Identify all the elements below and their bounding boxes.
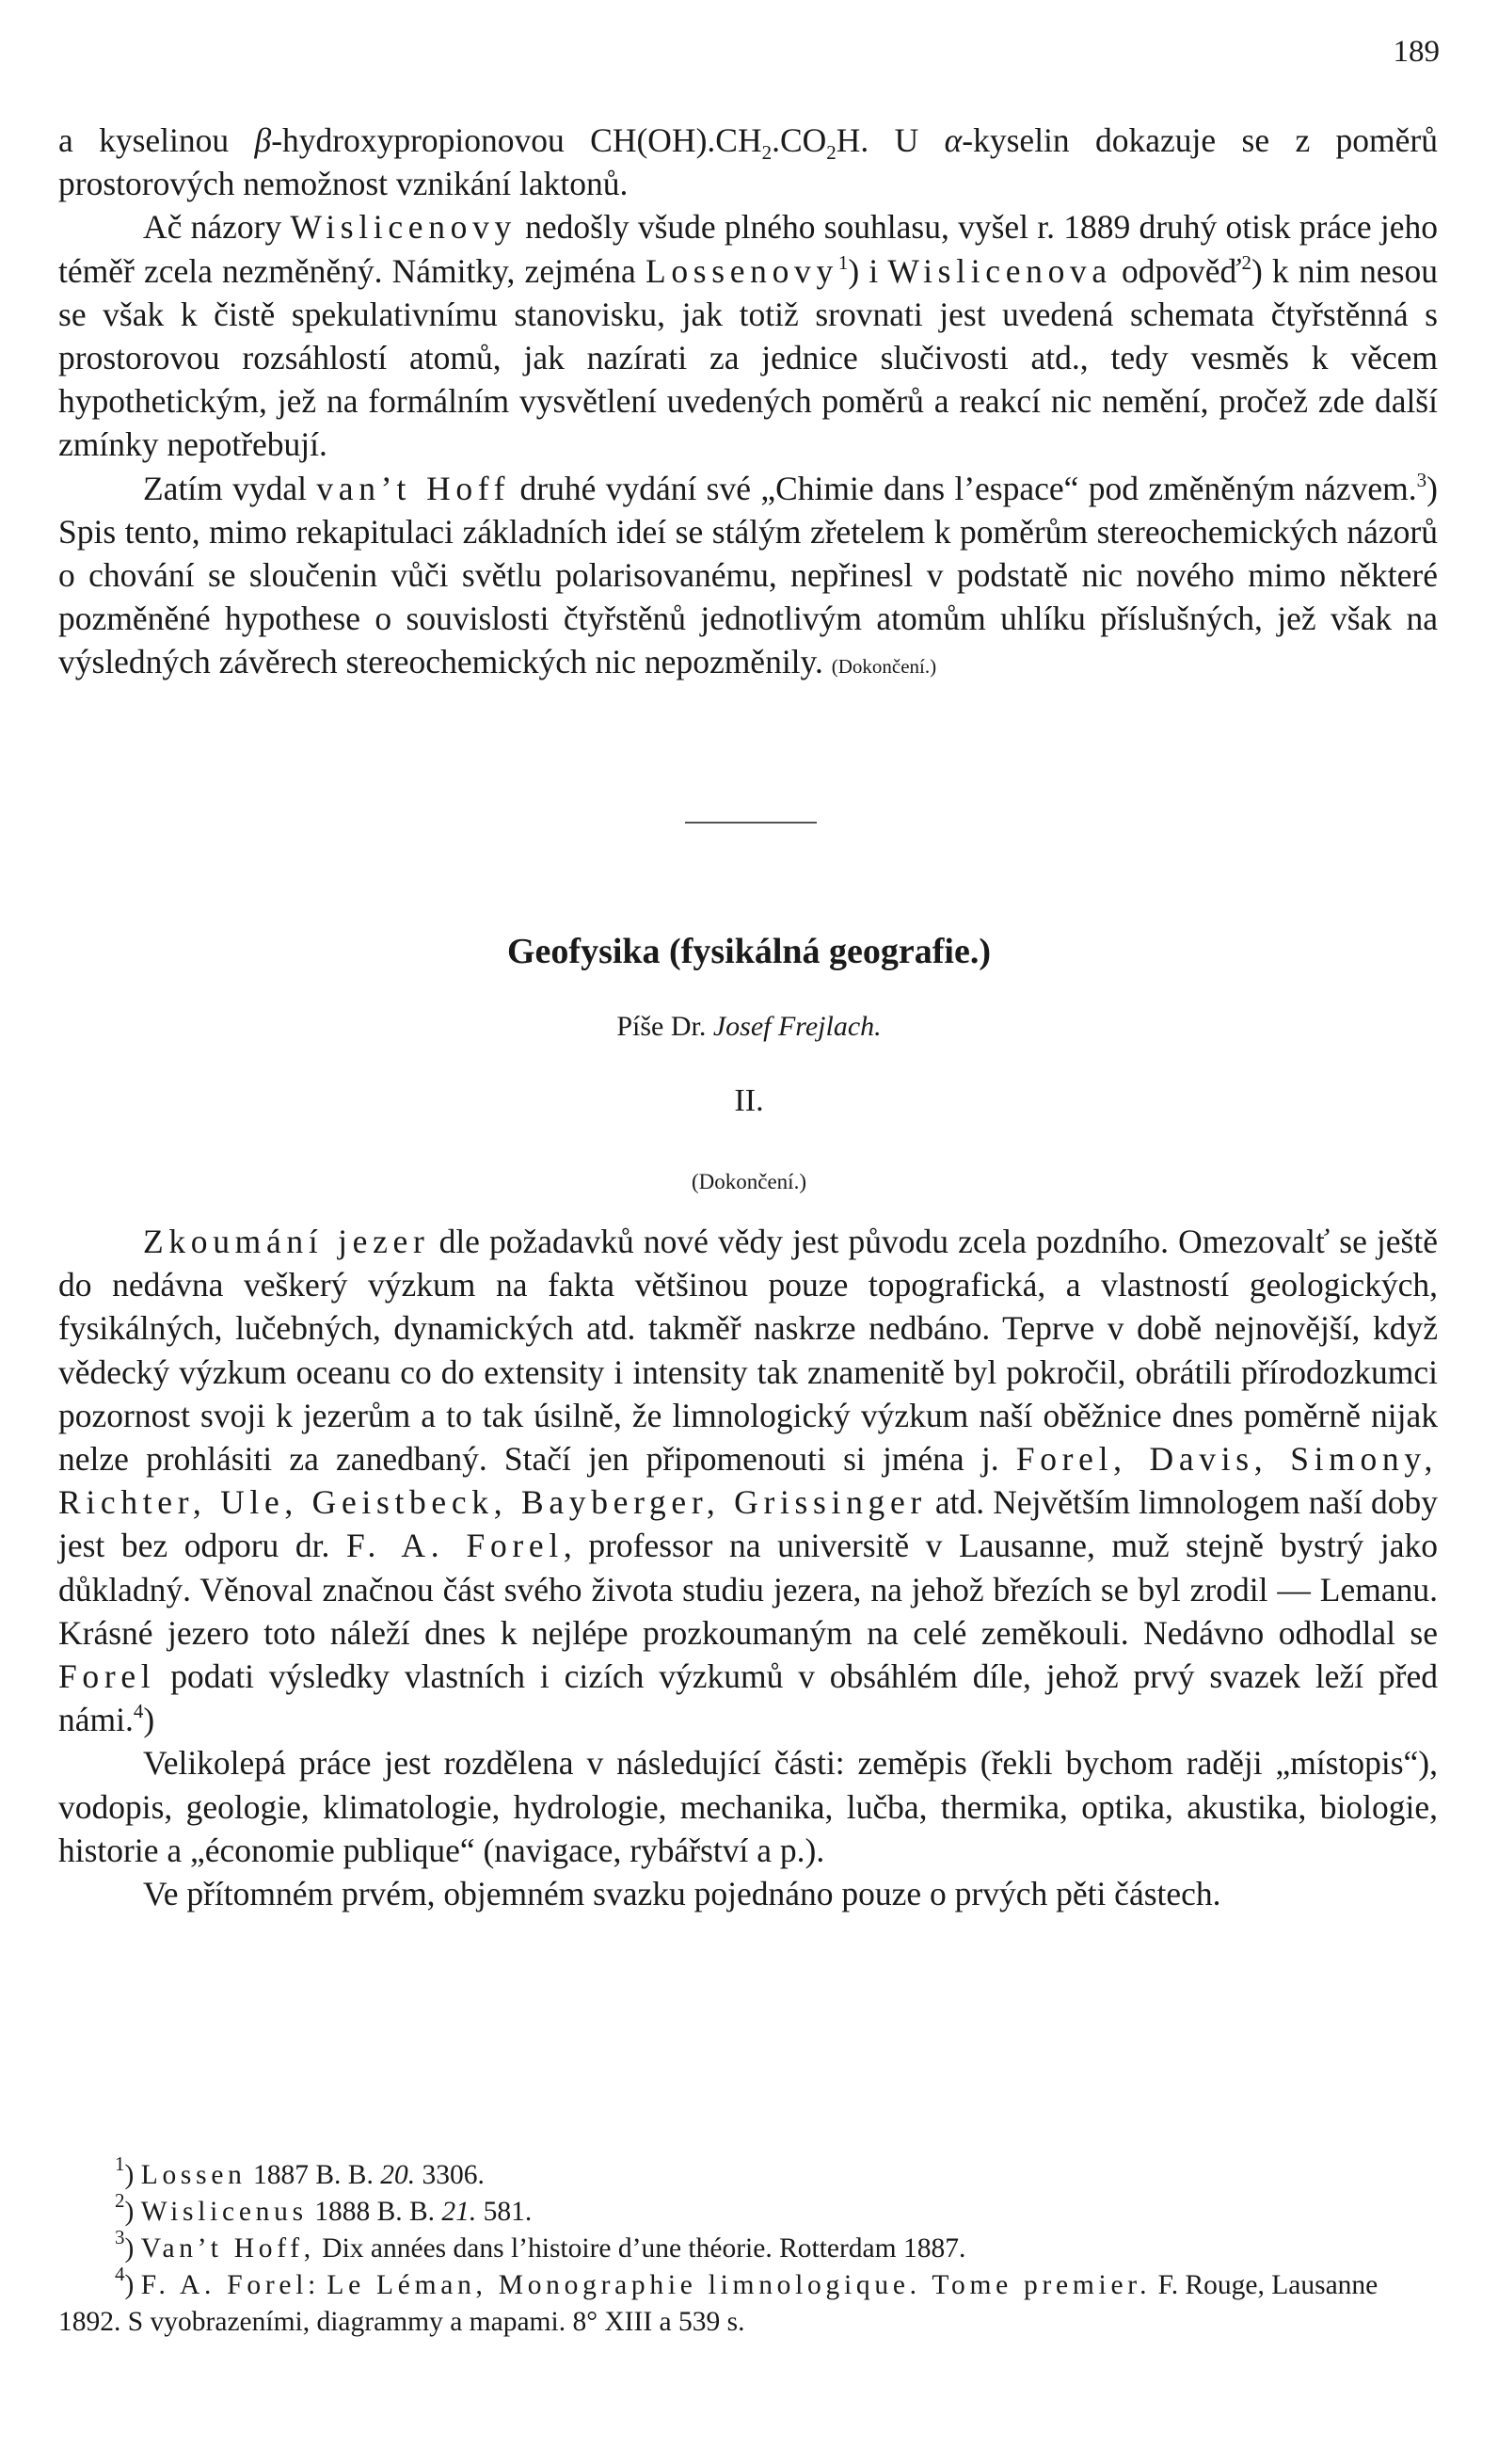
section-divider: [685, 822, 817, 824]
paragraph: [58, 1220, 1438, 1741]
page-number: 189: [1393, 35, 1440, 69]
article-byline: [0, 1005, 1498, 1048]
text-run: ) i: [848, 251, 888, 290]
text-run: 2: [826, 141, 837, 164]
text-run: 2: [1241, 250, 1251, 274]
text-run: 2: [761, 141, 773, 164]
text-run: α: [944, 121, 963, 159]
footnote: [58, 2189, 1438, 2231]
footnote-mark: 2: [115, 2189, 125, 2212]
paragraph: [58, 1872, 1438, 1915]
footnote-mark: 1: [115, 2152, 125, 2175]
text-run: ) k nim nesou se však k čistě spekulativnímu stanovisku, jak totiž srovnati jest uvedená schemata čtyřstěnná s prostorovou rozsáhlostí atomů, jak nazírati za jednice slučivosti atd., tedy vesměs k věcem hypothetickým, jež na formálním vysvětlení uvedených poměrů a reakcí nic nemění, pročež zde další zmínky nepotřebují.: [58, 251, 1438, 464]
text-run: 4: [133, 1700, 144, 1723]
text-run: 3: [1416, 468, 1427, 491]
text-run: ): [143, 1701, 155, 1739]
article-text: [58, 1220, 1438, 1915]
text-run: 3306.: [415, 2160, 485, 2190]
text-run: 21.: [441, 2197, 477, 2227]
text-run: F. A. Forel: [345, 1527, 564, 1565]
text-run: 581.: [476, 2197, 533, 2227]
footnote: [58, 2226, 1438, 2267]
text-run: a kyselinou: [58, 121, 255, 159]
text-run: Velikolepá práce jest rozdělena v následující části: zeměpis (řekli bychom raději „místopis“), vodopis, geologie, klimatologie, hydrologie, mechanika, lučba, thermika, optika, akustika, biologie, historie a „économie publique“ (navigace, rybářství a p.).: [58, 1744, 1438, 1869]
footnote-paren: ): [124, 2233, 141, 2264]
text-run: -kyselin dokazuje se z poměrů prostorových nemožnost vznikání laktonů.: [58, 121, 1438, 203]
footnote-paren: ): [124, 2270, 141, 2300]
paragraph: [58, 467, 1438, 689]
previous-article-ending: [58, 119, 1438, 689]
article-body: [58, 1220, 1438, 1915]
continued-note: (Dokončení.): [692, 1170, 806, 1193]
text-run: , professor na universitě v Lausanne, muž stejně bystrý jako důkladný. Věnoval značnou část svého života studiu jezera, na jehož březích se byl zrodil — Lemanu. Krásné jezero toto náleží dnes k nejlépe prozkoumaným na celé zeměkouli. Nedávno odhodlal se: [58, 1527, 1438, 1652]
text-run: -hydroxypropionovou CH(OH).CH: [271, 121, 762, 159]
text-run: Zatím vydal: [143, 469, 317, 507]
text-run: 20.: [380, 2160, 416, 2190]
paragraph: [58, 205, 1438, 466]
previous-article-text: [58, 119, 1438, 689]
text-run: Forel: [58, 1657, 156, 1696]
footnote-list: [58, 2152, 1438, 2341]
text-run: Wislicenus: [140, 2197, 308, 2227]
text-run: .CO: [772, 121, 827, 159]
text-run: (Dokončení.): [831, 655, 937, 679]
byline-prefix: Píše Dr.: [616, 1011, 707, 1042]
text-run: Wislicenova: [887, 251, 1112, 290]
text-run: β: [254, 121, 272, 159]
footnote: [58, 2263, 1438, 2341]
text-run: Van’t Hoff,: [140, 2233, 315, 2264]
footnote: [58, 2152, 1438, 2194]
text-run: Zkoumání jezer: [143, 1223, 430, 1260]
text-run: F. Rouge, Lausanne 1892. S vyobrazeními, diagrammy a mapami. 8° XIII a 539 s.: [58, 2270, 1378, 2337]
text-run: atd. Největším limnologem naší doby jest bez odporu dr.: [58, 1483, 1439, 1565]
paragraph: [58, 119, 1438, 205]
footnotes: [58, 2152, 1438, 2341]
text-run: 1: [837, 250, 849, 274]
part-number: II.: [734, 1083, 764, 1118]
text-run: F. A. Forel:: [140, 2270, 321, 2300]
footnote-paren: ): [124, 2197, 141, 2227]
footnote-paren: ): [124, 2160, 141, 2190]
paragraph: [58, 1741, 1438, 1872]
text-run: Le Léman, Monographie limnologique. Tome premier.: [327, 2270, 1152, 2300]
author-name: Josef Frejlach.: [712, 1011, 882, 1042]
text-run: 1888 B. B.: [307, 2197, 442, 2227]
text-run: podati výsledky vlastních i cizích výzkumů v obsáhlém díle, jehož prvý svazek leží před námi.: [58, 1657, 1438, 1739]
text-run: odpověď: [1111, 251, 1242, 290]
text-run: Dix années dans l’histoire d’une théorie. Rotterdam 1887.: [314, 2233, 966, 2264]
text-run: Ve přítomném prvém, objemném svazku pojednáno pouze o prvých pěti částech.: [143, 1875, 1221, 1913]
footnote-mark: 4: [115, 2263, 125, 2285]
text-run: nedošly všude plného souhlasu, vyšel r. 1889 druhý otisk práce jeho téměř zcela nezměněný. Námitky, zejména: [58, 208, 1439, 290]
text-run: dle požadavků nové vědy jest původu zcela pozdního. Omezovalť se ještě do nedávna veškerý výzkum na fakta většinou pouze topografická, a vlastností geologických, fysikálných, lučebných, dynamických atd. takměř naskrze nedbáno. Teprve v době nejnovější, když vědecký výzkum oceanu co do extensity i intensity tak znamenitě byl pokročil, obrátili přírodozkumci pozornost svoji k jezerům a to tak úsilně, že limnologický výzkum naší oběžnice dnes poměrně nijak nelze prohlásiti za zanedbaný. Stačí jen připomenouti si jména j.: [58, 1223, 1438, 1479]
text-run: Lossenovy: [645, 251, 838, 290]
text-run: H. U: [836, 121, 945, 159]
text-run: Wislicenovy: [290, 208, 517, 247]
text-run: van’t Hoff: [316, 469, 511, 507]
text-run: ) Spis tento, mimo rekapitulaci základních ideí se stálým zřetelem k poměrům stereochemických názorů o chování se sloučenin vůči světlu polarisovanému, nepřinesl v podstatě nic nového mimo některé pozměněné hypothese o souvislosti čtyřstěnů jednotlivým atomům uhlíku příslušných, jež však na výsledných závěrech stereochemických nic nepozměnily.: [58, 469, 1438, 681]
footnote-mark: 3: [115, 2226, 125, 2248]
article-title: Geofysika (fysikálná geografie.): [506, 932, 991, 971]
text-run: 1887 B. B.: [246, 2160, 381, 2190]
text-run: Forel, Davis, Simony, Richter, Ule, Geistbeck, Bayberger, Grissinger: [58, 1440, 1438, 1522]
text-run: Ač názory: [143, 208, 291, 247]
text-run: druhé vydání své „Chimie dans l’espace“ pod změněným názvem.: [510, 469, 1417, 507]
text-run: Lossen: [140, 2160, 247, 2190]
